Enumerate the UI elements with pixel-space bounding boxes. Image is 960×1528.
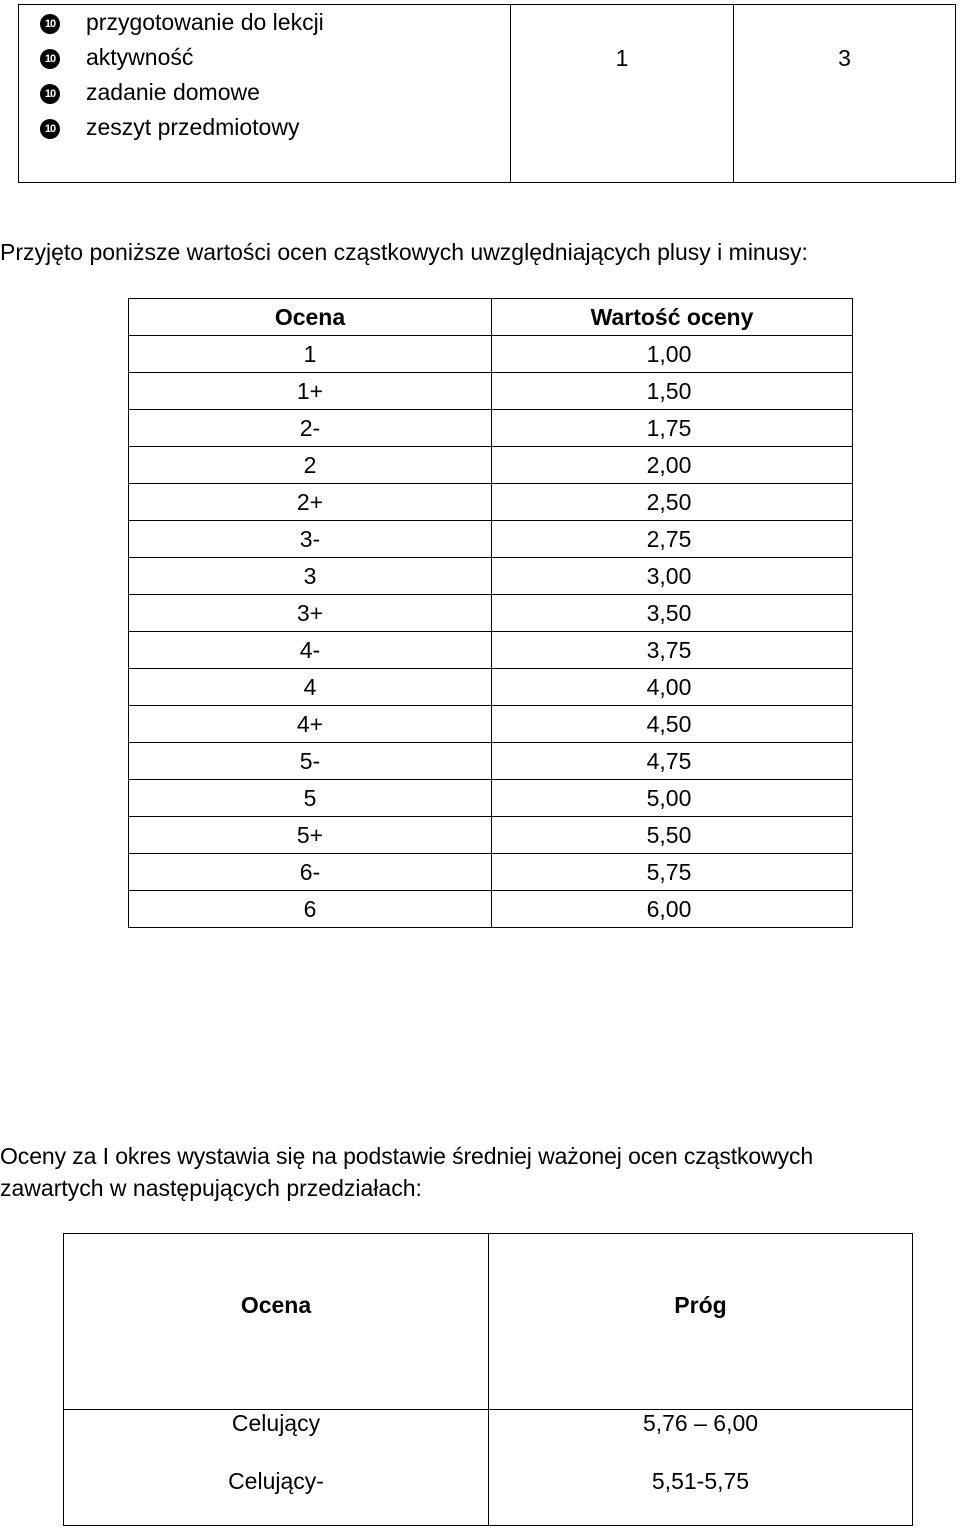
grade-table-row <box>129 669 853 706</box>
grade-table-row <box>129 854 853 891</box>
grade-column-header: Ocena <box>129 299 492 336</box>
grade-value-table <box>128 298 853 928</box>
criteria-item-label: przygotowanie do lekcji <box>86 9 324 35</box>
grade-cell: 2- <box>129 410 492 447</box>
grade-cell: 3 <box>129 558 492 595</box>
criteria-item <box>40 43 193 71</box>
grade-value-cell: 4,00 <box>492 669 853 706</box>
grade-table-row <box>129 743 853 780</box>
grade-cell: 6 <box>129 891 492 928</box>
grade-table-header-row <box>129 299 853 336</box>
threshold-range-cell: 5,51-5,75 <box>651 1468 750 1494</box>
grade-cell: 2+ <box>129 484 492 521</box>
grade-table-row <box>129 780 853 817</box>
grade-cell: 5+ <box>129 817 492 854</box>
grade-cell: 3- <box>129 521 492 558</box>
numbered-bullet-icon: 10 <box>40 14 60 34</box>
grade-cell: 6- <box>129 854 492 891</box>
threshold-grade-cell: Celujący- <box>228 1468 324 1494</box>
criteria-divider <box>733 5 734 182</box>
numbered-bullet-icon: 10 <box>40 49 60 69</box>
threshold-range-cell: 5,76 – 6,00 <box>642 1410 759 1436</box>
grade-value-cell: 5,50 <box>492 817 853 854</box>
grade-value-cell: 4,50 <box>492 706 853 743</box>
grade-table-row <box>129 521 853 558</box>
grade-cell: 1+ <box>129 373 492 410</box>
grade-value-cell: 3,75 <box>492 632 853 669</box>
grade-cell: 4- <box>129 632 492 669</box>
grade-table-row <box>129 410 853 447</box>
grade-table-row <box>129 817 853 854</box>
grade-table-row <box>129 891 853 928</box>
grade-table-row <box>129 336 853 373</box>
grade-value-cell: 3,00 <box>492 558 853 595</box>
threshold-grade-cell: Celujący <box>231 1410 321 1436</box>
grade-cell: 5- <box>129 743 492 780</box>
criteria-item <box>40 78 260 106</box>
grade-table-row <box>129 558 853 595</box>
grade-table-row <box>129 373 853 410</box>
grade-cell: 2 <box>129 447 492 484</box>
grade-table-row <box>129 595 853 632</box>
grade-value-cell: 5,75 <box>492 854 853 891</box>
grade-value-cell: 4,75 <box>492 743 853 780</box>
period-text-line-2: zawartych w następujących przedziałach: <box>0 1175 422 1201</box>
grade-table-row <box>129 632 853 669</box>
grade-value-cell: 2,00 <box>492 447 853 484</box>
criteria-value-1: 1 <box>615 45 629 71</box>
grade-value-cell: 5,00 <box>492 780 853 817</box>
grade-cell: 4+ <box>129 706 492 743</box>
grade-cell: 3+ <box>129 595 492 632</box>
grade-value-cell: 6,00 <box>492 891 853 928</box>
numbered-bullet-icon: 10 <box>40 119 60 139</box>
criteria-divider <box>510 5 511 182</box>
grade-table-row <box>129 447 853 484</box>
intro-text: Przyjęto poniższe wartości ocen cząstkowych uwzględniających plusy i minusy: <box>0 239 808 265</box>
grade-table-row <box>129 706 853 743</box>
grade-value-cell: 2,50 <box>492 484 853 521</box>
criteria-value-2: 3 <box>838 45 851 71</box>
period-text-line-1: Oceny za I okres wystawia się na podstawie średniej ważonej ocen cząstkowych <box>0 1143 814 1169</box>
grade-value-cell: 1,50 <box>492 373 853 410</box>
criteria-item-label: aktywność <box>86 44 194 70</box>
criteria-item-label: zeszyt przedmiotowy <box>86 114 300 140</box>
grade-cell: 5 <box>129 780 492 817</box>
grade-cell: 1 <box>129 336 492 373</box>
threshold-table <box>63 1233 913 1526</box>
criteria-item <box>40 113 299 141</box>
criteria-item-label: zadanie domowe <box>86 79 260 105</box>
numbered-bullet-icon: 10 <box>40 84 60 104</box>
threshold-grade-header: Ocena <box>240 1292 312 1318</box>
grade-value-cell: 1,00 <box>492 336 853 373</box>
threshold-range-header: Próg <box>674 1292 727 1318</box>
grade-cell: 4 <box>129 669 492 706</box>
value-column-header: Wartość oceny <box>492 299 853 336</box>
grade-table-row <box>129 484 853 521</box>
grade-value-cell: 2,75 <box>492 521 853 558</box>
criteria-table <box>18 4 956 183</box>
grade-value-cell: 3,50 <box>492 595 853 632</box>
criteria-item <box>40 8 324 36</box>
grade-value-cell: 1,75 <box>492 410 853 447</box>
